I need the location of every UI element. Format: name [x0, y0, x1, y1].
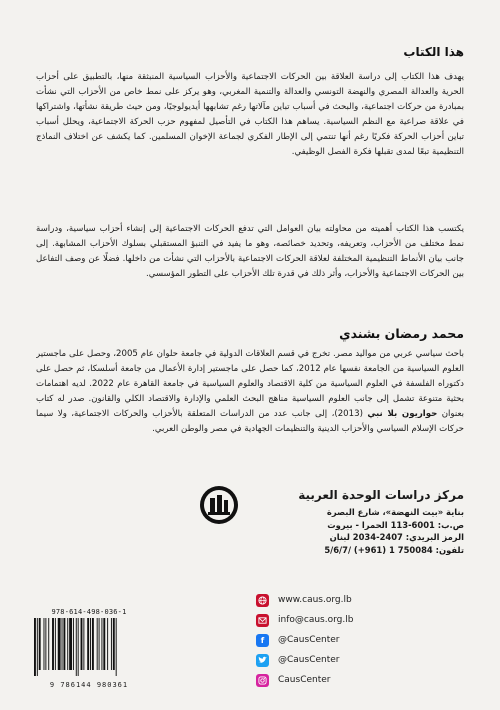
- author-name: محمد رمضان بشندي: [339, 326, 464, 341]
- contact-facebook[interactable]: [256, 630, 456, 650]
- facebook-icon: f: [256, 634, 269, 647]
- contact-website[interactable]: [256, 590, 456, 610]
- twitter-icon: [256, 654, 269, 667]
- about-book-title: هذا الكتاب: [403, 45, 464, 59]
- author-bio: [36, 347, 464, 455]
- barcode-digits: 9 786144 980361: [49, 681, 129, 689]
- globe-icon: [256, 594, 269, 607]
- isbn-number: 978-614-498-036-1: [51, 608, 127, 616]
- isbn-barcode: [30, 608, 148, 689]
- contact-text: info@caus.org.lb: [278, 615, 354, 625]
- author-bio-part-2: (2013)، إلى جانب عدد من الدراسات المتعلقة بالأحزاب والحركات الاجتماعية، ولا سيما حركات الإسلام السياسي والأحزاب الدينية والتنظيمات الجهادية في مصر والوطن العربي.: [36, 409, 464, 434]
- contact-list: [256, 590, 456, 690]
- contact-instagram[interactable]: [256, 670, 456, 690]
- email-icon: [256, 614, 269, 627]
- contact-text: @CausCenter: [278, 635, 340, 645]
- contact-text: www.caus.org.lb: [278, 595, 352, 605]
- publisher-postal-code: الرمز البريدي: 2407-2034 لبنان: [329, 532, 464, 542]
- publisher-po-box: ص.ب: 6001-113 الحمرا - بيروت: [327, 519, 464, 530]
- about-paragraph-1: يهدف هذا الكتاب إلى دراسة العلاقة بين الحركات الاجتماعية والأحزاب السياسية المنبثقة منها، بالتطبيق على أحزاب الحرية والعدالة المصري والنهضة التونسي والعدالة والتنمية المغربي، وهو يركز على نمط خاص من الأحزاب التي نشأت بمبادرة من حركات اجتماعية، والبحث في أسباب تباين مآلاتها رغم تشابهها أيديولوجيًا، ومن حيث طريقة نشأتها، واشتراكها في علاقة صراعية مع النظم السياسية. يساهم هذا الكتاب في التأصيل لمفهوم حزب الحركة الاجتماعية، ويحلل أسباب تباين أحزاب الحركة فكريًا رغم أنها تنتمي إلى الإطار الفكري لجماعة الإخوان المسلمين. كما يكشف عن اختلاف النماذج التنظيمية تبعًا لمدى تقبلها فكرة الفصل الوظيفي.: [36, 72, 464, 157]
- publisher-info: [244, 488, 464, 556]
- contact-email[interactable]: [256, 610, 456, 630]
- publisher-phone: تلفون: 750084 1 (961+) /5/6/7: [324, 544, 464, 555]
- contact-text: CausCenter: [278, 675, 331, 685]
- contact-twitter[interactable]: [256, 650, 456, 670]
- publisher-address-line: بناية «بيت النهضة»، شارع البصرة: [326, 507, 464, 517]
- instagram-icon: [256, 674, 269, 687]
- author-bio-part-1: باحث سياسي عربي من مواليد مصر. تخرج في قسم العلاقات الدولية في جامعة حلوان عام 2005، وحصل على ماجستير العلوم السياسية من الجامعة نفسها عام 2012، كما حصل على ماجستير إدارة الأعمال من جامعة أسلسكا، ثم حصل على دكتوراه الفلسفة في العلوم السياسية من كلية الاقتصاد والعلوم السياسية في جامعة القاهرة عام 2022. لديه اهتمامات بحثية متنوعة تشمل إلى جانب العلوم السياسية مناهج البحث العلمي والإدارة والاقتصاد الكلي والقانون. صدر له كتاب بعنوان: [36, 349, 464, 419]
- contact-text: @CausCenter: [278, 655, 340, 665]
- barcode-bars: [30, 618, 148, 676]
- publisher-name: مركز دراسات الوحدة العربية: [298, 488, 464, 502]
- author-book-title: حواريون بلا نبي: [367, 409, 438, 419]
- about-paragraph-2: يكتسب هذا الكتاب أهميته من محاولته بيان العوامل التي تدفع الحركات الاجتماعية إلى إنشاء أحزاب سياسية، ودراسة نمط مختلف من الأحزاب، وتعريفه، وتحديد خصائصه، وهو ما يفيد في التنبؤ المستقبلي بسلوك الأحزاب المشابهة. إلى جانب بيان الأنماط التنظيمية المختلفة لعلاقة الحركات الاجتماعية بالأحزاب التي نشأت من داخلها. فضلًا عن وصف التفاعل بين الحركات الاجتماعية والأحزاب، وأثر ذلك في قدرة تلك الأحزاب على التطور المؤسسي.: [36, 224, 464, 279]
- publisher-logo-icon: [198, 484, 240, 526]
